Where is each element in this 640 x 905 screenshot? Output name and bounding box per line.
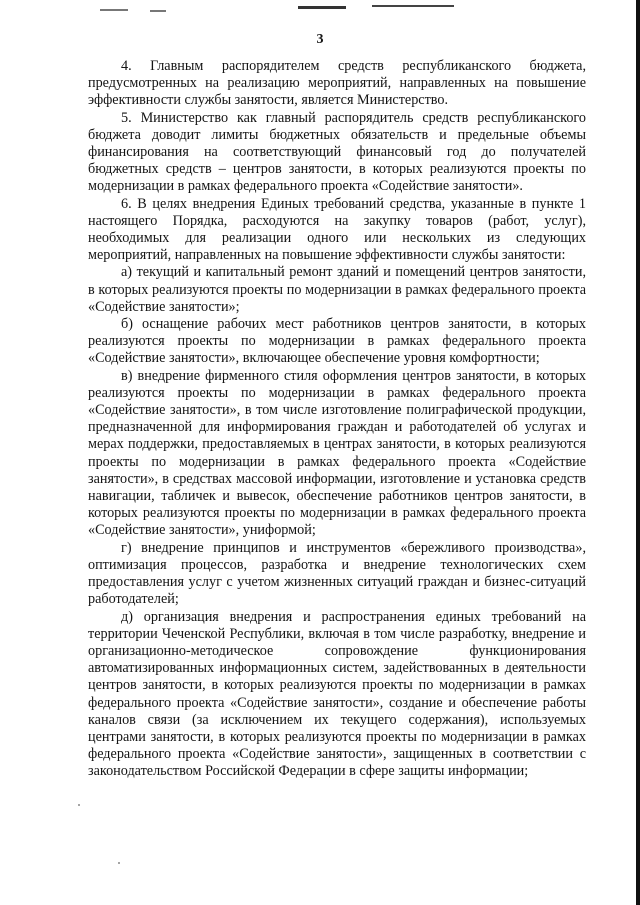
paragraph-5: 5. Министерство как главный распорядитель средств республиканского бюджета доводит лимиты бюджетных обязательств и предельные объемы финансирования на соответствующий финансовый год до получателей бюджетных средств – центров занятости, в которых реализуются проекты по модернизации в рамках федерального проекта «Содействие занятости». <box>88 109 586 195</box>
scan-speck <box>118 862 120 864</box>
scan-mark <box>298 6 346 9</box>
document-body <box>88 58 586 781</box>
paragraph-6b: б) оснащение рабочих мест работников центров занятости, в которых реализуются проекты по модернизации в рамках федерального проекта «Содействие занятости», включающее обеспечение уровня комфортности; <box>88 316 586 367</box>
scan-mark <box>150 10 166 12</box>
paragraph-6g: г) внедрение принципов и инструментов «бережливого производства», оптимизация процессов, разработка и внедрение технологических схем предоставления услуг с учетом жизненных ситуаций граждан и бизнес-ситуаций работодателей; <box>88 539 586 608</box>
paragraph-4: 4. Главным распорядителем средств республиканского бюджета, предусмотренных на реализацию мероприятий, направленных на повышение эффективности службы занятости, является Министерство. <box>88 58 586 109</box>
paragraph-6d: д) организация внедрения и распространения единых требований на территории Чеченской Республики, включая в том числе разработку, внедрение и организационно-методическое сопровождение функционирования автоматизированных информационных систем, задействованных в деятельности центров занятости, в которых реализуются проекты по модернизации в рамках федерального проекта «Содействие занятости», создание и обеспечение работы каналов связи (за исключением их текущего содержания), используемых центрами занятости, в которых реализуются проекты по модернизации в рамках федерального проекта «Содействие занятости», защищенных в соответствии с законодательством Российской Федерации в сфере защиты информации; <box>88 608 586 780</box>
paragraph-6: 6. В целях внедрения Единых требований средства, указанные в пункте 1 настоящего Порядка, расходуются на закупку товаров (работ, услуг), необходимых для реализации одного или нескольких из следующих мероприятий, направленных на повышение эффективности службы занятости: <box>88 195 586 264</box>
scan-right-edge <box>636 0 640 905</box>
paragraph-6a: а) текущий и капитальный ремонт зданий и помещений центров занятости, в которых реализуются проекты по модернизации в рамках федерального проекта «Содействие занятости»; <box>88 264 586 315</box>
scan-mark <box>372 5 454 7</box>
paragraph-6v: в) внедрение фирменного стиля оформления центров занятости, в которых реализуются проекты по модернизации в рамках федерального проекта «Содействие занятости», в том числе изготовление полиграфической продукции, предназначенной для информирования граждан и работодателей об услугах и мерах поддержки, предоставляемых в центрах занятости, в которых реализуются проекты по модернизации в рамках федерального проекта «Содействие занятости», в средствах массовой информации, изготовление и установка средств навигации, табличек и вывесок, обеспечение работников центров занятости, в которых реализуются проекты по модернизации в рамках федерального проекта «Содействие занятости», униформой; <box>88 367 586 539</box>
scan-speck <box>78 804 80 806</box>
scan-mark <box>100 9 128 11</box>
scan-top-artifacts <box>0 0 640 16</box>
page-number: 3 <box>316 32 324 47</box>
